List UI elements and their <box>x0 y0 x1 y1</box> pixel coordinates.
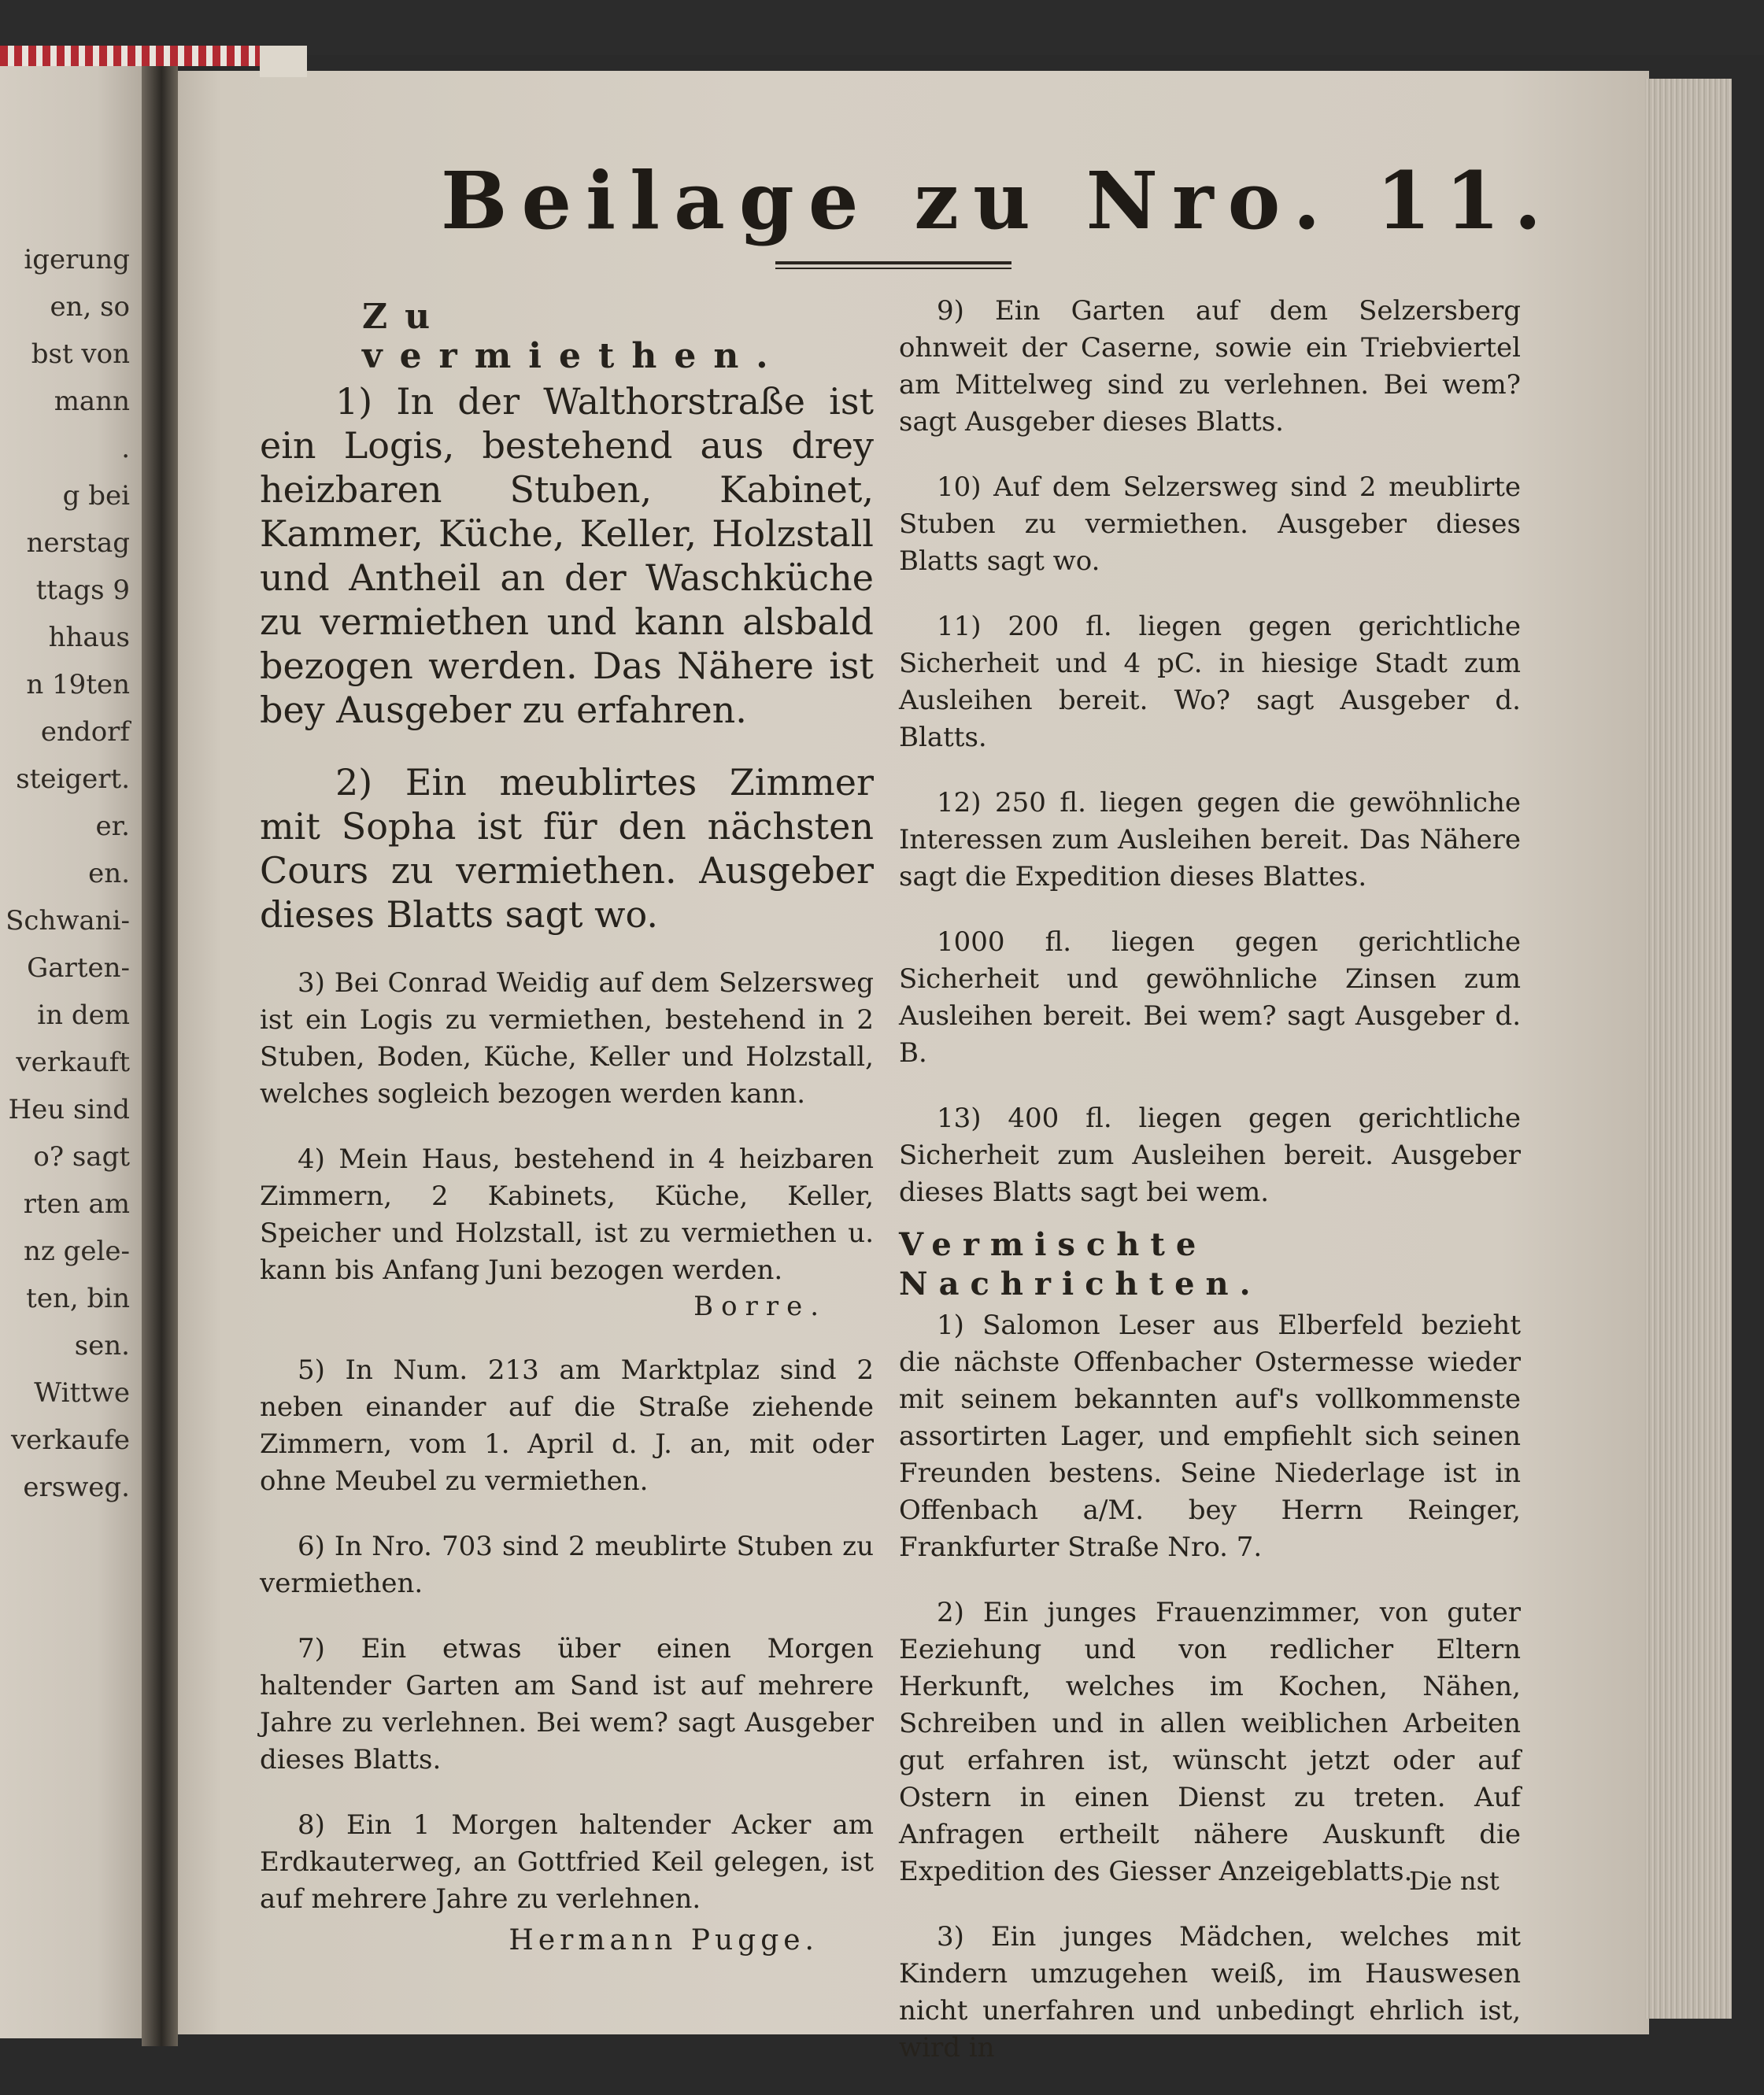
title-rule <box>775 261 1011 269</box>
notice-item: 7) Ein etwas über einen Morgen haltender Garten am Sand ist auf mehrere Jahre zu verlehnen. Bei wem? sagt Ausgeber dieses Blatts. <box>260 1633 874 1775</box>
prev-fragment: Garten- <box>27 952 130 984</box>
news-item: 3) Ein junges Mädchen, welches mit Kindern umzugehen weiß, im Hauswesen nicht unerfahren und unbedingt ehrlich ist, wird in <box>899 1921 1521 2064</box>
page-edges <box>1645 79 1732 2019</box>
prev-fragment: nz gele- <box>24 1236 130 1267</box>
prev-fragment: endorf <box>40 716 130 748</box>
prev-fragment: g bei <box>62 480 130 512</box>
prev-fragment: sen. <box>74 1330 130 1362</box>
notice-item: 12) 250 fl. liegen gegen die gewöhnliche Interessen zum Ausleihen bereit. Das Nähere sagt die Expedition dieses Blattes. <box>899 787 1521 892</box>
bookmark-ribbon <box>0 46 260 66</box>
right-column <box>899 293 1521 2095</box>
news-item: 2) Ein junges Frauenzimmer, von guter Eeziehung und von redlicher Eltern Herkunft, welches im Kochen, Nähen, Schreiben und in allen weiblichen Arbeiten gut erfahren ist, wünscht jetzt oder auf Ostern in einen Dienst zu treten. Auf Anfragen ertheilt nähere Auskunft die Expedition des Giesser Anzeigeblatts. <box>899 1597 1521 1887</box>
notice-item: 2) Ein meublirtes Zimmer mit Sopha ist für den nächsten Cours zu vermiethen. Ausgeber dieses Blatts sagt wo. <box>260 761 874 936</box>
prev-fragment: Wittwe <box>34 1377 130 1409</box>
prev-fragment: bst von <box>31 338 130 370</box>
catchword: Die nst <box>1409 1866 1500 1896</box>
prev-fragment: in dem <box>37 999 130 1031</box>
notice-item: 9) Ein Garten auf dem Selzersberg ohnweit der Caserne, sowie ein Triebviertel am Mittelweg sind zu verlehnen. Bei wem? sagt Ausgeber dieses Blatts. <box>899 295 1521 438</box>
prev-fragment: verkaufe <box>10 1424 130 1456</box>
notice-item: 3) Bei Conrad Weidig auf dem Selzersweg ist ein Logis zu vermiethen, bestehend in 2 Stuben, Boden, Küche, Keller und Holzstall, welches sogleich bezogen werden kann. <box>260 967 874 1110</box>
notice-item: 1000 fl. liegen gegen gerichtliche Sicherheit und gewöhnliche Zinsen zum Ausleihen bereit. Bei wem? sagt Ausgeber d. B. <box>899 926 1521 1069</box>
prev-fragment: er. <box>95 811 130 842</box>
section-heading-rentals: Zu vermiethen. <box>362 297 786 376</box>
notice-item: 1) In der Walthorstraße ist ein Logis, bestehend aus drey heizbaren Stuben, Kabinet, Kammer, Küche, Keller, Holzstall und Antheil an der Waschküche zu vermiethen und kann alsbald bezogen werden. Das Nähere ist bey Ausgeber zu erfahren. <box>260 380 874 731</box>
news-item: 1) Salomon Leser aus Elberfeld bezieht die nächste Offenbacher Ostermesse wieder mit seinem bekannten auf's vollkommenste assortirten Lager, und empfiehlt sich seinen Freunden bestens. Seine Niederlage ist in Offenbach a/M. bey Herrn Reinger, Frankfurter Straße Nro. 7. <box>899 1310 1521 1563</box>
notice-item: 5) In Num. 213 am Marktplaz sind 2 neben einander auf die Straße ziehende Zimmern, vom 1. April d. J. an, mit oder ohne Meubel zu vermiethen. <box>260 1354 874 1497</box>
prev-fragment: igerung <box>24 244 130 275</box>
page-title: Beilage zu Nro. 11. <box>441 154 1556 247</box>
notice-item: 8) Ein 1 Morgen haltender Acker am Erdkauterweg, an Gottfried Keil gelegen, ist auf mehrere Jahre zu verlehnen. <box>260 1809 874 1915</box>
prev-fragment: steigert. <box>16 763 130 795</box>
notice-item: 11) 200 fl. liegen gegen gerichtliche Sicherheit und 4 pC. in hiesige Stadt zum Ausleihen bereit. Wo? sagt Ausgeber d. Blatts. <box>899 611 1521 753</box>
prev-fragment: en. <box>88 858 130 889</box>
notice-item: 13) 400 fl. liegen gegen gerichtliche Sicherheit zum Ausleihen bereit. Ausgeber dieses Blatts sagt bei wem. <box>899 1103 1521 1208</box>
prev-fragment: Heu sind <box>8 1094 130 1125</box>
notice-signature: Hermann Pugge. <box>508 1924 819 1956</box>
notice-item: 6) In Nro. 703 sind 2 meublirte Stuben zu vermiethen. <box>260 1531 874 1599</box>
prev-fragment: ersweg. <box>23 1472 130 1503</box>
previous-page-text <box>0 236 161 1511</box>
prev-fragment: . <box>121 433 130 464</box>
prev-fragment: Schwani- <box>6 905 130 937</box>
prev-fragment: rten am <box>23 1188 130 1220</box>
prev-fragment: n 19ten <box>26 669 130 700</box>
notice-item: 10) Auf dem Selzersweg sind 2 meublirte Stuben zu vermiethen. Ausgeber dieses Blatts sagt wo. <box>899 471 1521 577</box>
section-heading-news: Vermischte Nachrichten. <box>899 1226 1262 1302</box>
notice-item: 4) Mein Haus, bestehend in 4 heizbaren Zimmern, 2 Kabinets, Küche, Keller, Speicher und Holzstall, ist zu vermiethen u. kann bis Anfang Juni bezogen werden. <box>260 1144 874 1286</box>
prev-fragment: nerstag <box>26 527 130 559</box>
bookmark-tip <box>260 46 307 77</box>
prev-fragment: mann <box>54 386 130 417</box>
prev-fragment: hhaus <box>48 622 130 653</box>
prev-fragment: o? sagt <box>33 1141 130 1173</box>
left-column <box>260 293 874 1959</box>
prev-fragment: ttags 9 <box>35 575 130 606</box>
notice-signature: Borre. <box>693 1291 827 1322</box>
large-type-notices <box>260 379 874 937</box>
prev-fragment: ten, bin <box>26 1283 130 1314</box>
prev-fragment: en, so <box>50 291 130 323</box>
prev-fragment: verkauft <box>16 1047 130 1078</box>
